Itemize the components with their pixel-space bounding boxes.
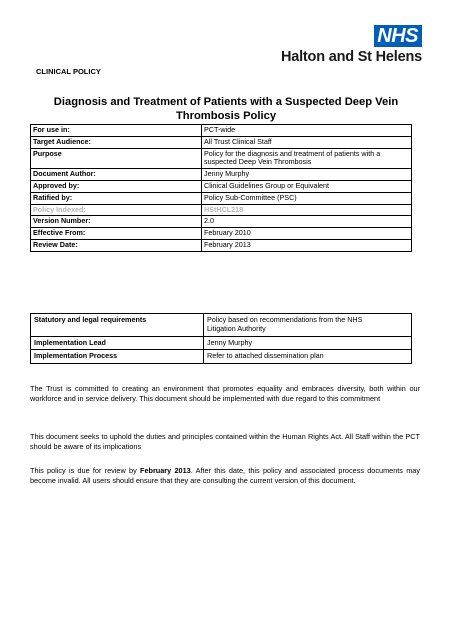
- row-value: Policy for the diagnosis and treatment of patients with a suspected Deep Vein Thrombosis: [202, 148, 412, 169]
- table-row: [31, 239, 412, 251]
- review-statement: [30, 466, 420, 485]
- human-rights-statement: This document seeks to uphold the duties and principles contained within the Human Rights Act. All Staff within the PCT should be aware of its implications: [30, 432, 420, 451]
- table-row: [31, 136, 412, 148]
- implementation-table: [30, 313, 412, 364]
- organisation-name: Halton and St Helens: [280, 49, 422, 65]
- equality-statement: The Trust is committed to creating an environment that promotes equality and embraces diversity, both within our workforce and in service delivery. This document should be implemented with due regard to this commitment: [30, 384, 420, 403]
- row-label: Target Audience:: [31, 136, 202, 148]
- table-row: [31, 125, 412, 137]
- table-row: [31, 314, 412, 337]
- row-label: Document Author:: [31, 169, 202, 181]
- document-category: CLINICAL POLICY: [36, 67, 101, 76]
- review-suffix: . After this date, this policy and associated process documents may become invalid. All users should ensure that they are consulting the current version of this document.: [30, 466, 420, 485]
- row-value: Refer to attached dissemination plan: [204, 350, 412, 364]
- row-value: February 2013: [202, 239, 412, 251]
- row-value: Policy based on recommendations from the NHS Litigation Authority: [204, 314, 412, 337]
- row-value: HStHCL218: [202, 204, 412, 216]
- row-label: Version Number:: [31, 216, 202, 228]
- row-value: Jenny Murphy: [202, 169, 412, 181]
- row-label: Effective From:: [31, 228, 202, 240]
- table-row: [31, 204, 412, 216]
- review-prefix: This policy is due for review by: [30, 466, 140, 475]
- review-date: February 2013: [139, 466, 191, 475]
- row-label: For use in:: [31, 125, 202, 137]
- row-label: Purpose: [31, 148, 202, 169]
- table-row: [31, 192, 412, 204]
- nhs-logo: [281, 25, 422, 65]
- table-row: [31, 180, 412, 192]
- row-value: Clinical Guidelines Group or Equivalent: [202, 180, 412, 192]
- table-row: [31, 350, 412, 364]
- row-label: Approved by:: [31, 180, 202, 192]
- row-label: Policy Indexed:: [31, 204, 202, 216]
- table-row: [31, 336, 412, 350]
- row-value: Policy Sub-Committee (PSC): [202, 192, 412, 204]
- row-value: PCT-wide: [202, 125, 412, 137]
- policy-details-table: [30, 124, 412, 252]
- table-row: [31, 169, 412, 181]
- table-row: [31, 216, 412, 228]
- table-row: [31, 148, 412, 169]
- page-title: Diagnosis and Treatment of Patients with a Suspected Deep Vein Thrombosis Policy: [53, 96, 399, 122]
- row-value: February 2010: [202, 228, 412, 240]
- nhs-badge: NHS: [374, 25, 422, 47]
- row-label: Review Date:: [31, 239, 202, 251]
- row-value: Jenny Murphy: [204, 336, 412, 350]
- row-label: Implementation Process: [31, 350, 204, 364]
- row-label: Statutory and legal requirements: [31, 314, 204, 337]
- table-row: [31, 228, 412, 240]
- row-value: 2.0: [202, 216, 412, 228]
- row-label: Implementation Lead: [31, 336, 204, 350]
- row-label: Ratified by:: [31, 192, 202, 204]
- row-value: All Trust Clinical Staff: [202, 136, 412, 148]
